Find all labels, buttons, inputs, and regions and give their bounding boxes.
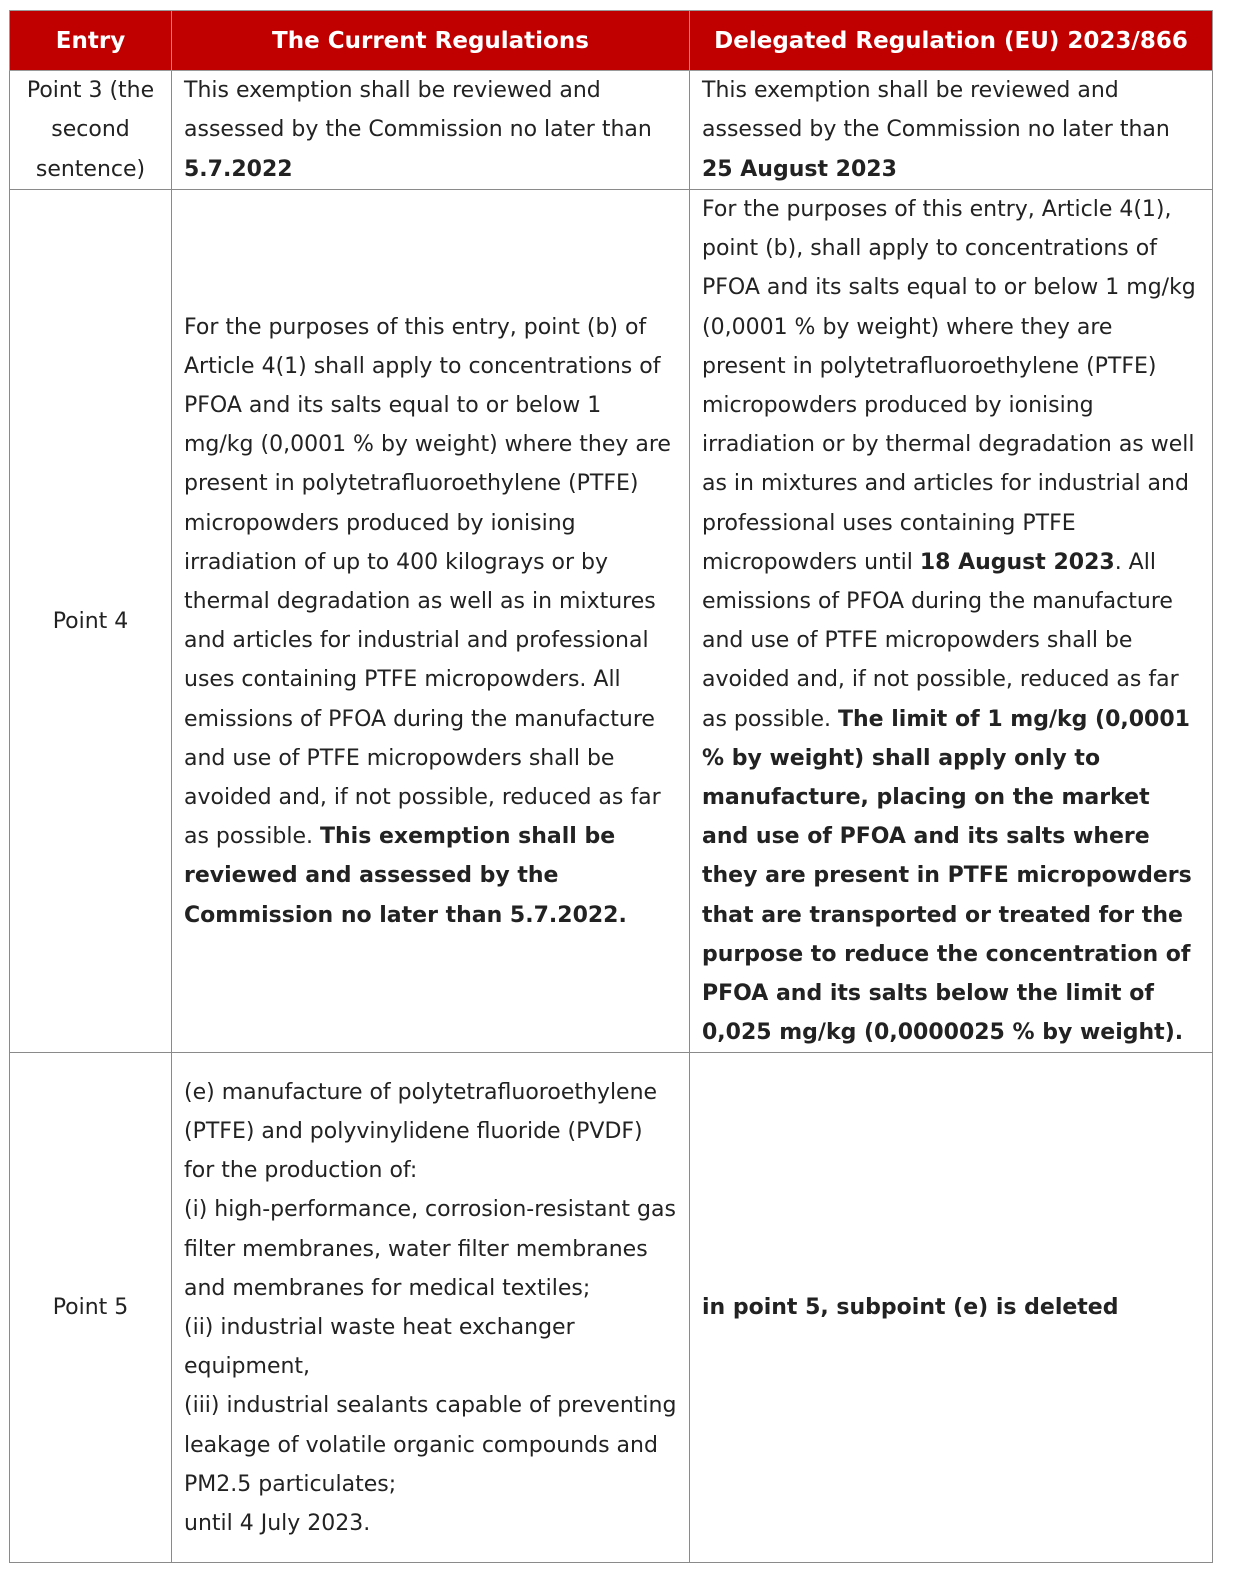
header-current-regulations: The Current Regulations xyxy=(172,11,690,71)
header-row xyxy=(10,11,1213,71)
regulation-bold-text: This exemption shall be reviewed and assessed by the Commission no later than 5.7.2022. xyxy=(184,824,627,928)
entry-cell: Point 5 xyxy=(10,1053,172,1563)
header-delegated-regulation: Delegated Regulation (EU) 2023/866 xyxy=(690,11,1213,71)
regulation-text: This exemption shall be reviewed and assessed by the Commission no later than xyxy=(184,78,652,143)
current-regulation-cell xyxy=(172,71,690,190)
table-row-point-5 xyxy=(10,1053,1213,1563)
table-row-point-4 xyxy=(10,190,1213,1053)
regulation-text: This exemption shall be reviewed and assessed by the Commission no later than xyxy=(702,78,1170,143)
regulation-text: For the purposes of this entry, point (b) of Article 4(1) shall apply to concentrations of PFOA and its salts equal to or below 1 mg/kg (0,0001 % by weight) where they are present in polytetrafluoroethylene (PTFE) micropowders produced by ionising irradiation of up to 400 kilograys or by thermal degradation as well as in mixtures and articles for industrial and professional uses containing PTFE micropowders. All emissions of PFOA during the manufacture and use of PTFE micropowders shall be avoided and, if not possible, reduced as far as possible. xyxy=(184,314,671,850)
delegated-regulation-cell xyxy=(690,1053,1213,1563)
regulation-line: (ii) industrial waste heat exchanger equipment, xyxy=(184,1314,575,1380)
regulation-line: until 4 July 2023. xyxy=(184,1510,371,1536)
regulation-bold-text: The limit of 1 mg/kg (0,0001 % by weight) shall apply only to manufacture, placing on the market and use of PFOA and its salts where they are present in PTFE micropowders that are transported or treated for the purpose to reduce the concentration of PFOA and its salts below the limit of 0,025 mg/kg (0,0000025 % by weight). xyxy=(702,706,1192,1046)
regulation-text: . All emissions of PFOA during the manufacture and use of PTFE micropowders shall be avoided and, if not possible, reduced as far as possible. xyxy=(702,549,1179,732)
delegated-regulation-cell xyxy=(690,71,1213,190)
regulation-text: For the purposes of this entry, Article 4(1), point (b), shall apply to concentrations of PFOA and its salts equal to or below 1 mg/kg (0,0001 % by weight) where they are present in polytetrafluoroethylene (PTFE) micropowders produced by ionising irradiation or by thermal degradation as well as in mixtures and articles for industrial and professional uses containing PTFE micropowders until xyxy=(702,197,1196,575)
current-regulation-cell xyxy=(172,1053,690,1563)
regulation-comparison xyxy=(9,10,1212,1563)
delegated-regulation-cell xyxy=(690,190,1213,1053)
current-regulation-cell xyxy=(172,190,690,1053)
table-row-point-3 xyxy=(10,71,1213,190)
regulation-date: 5.7.2022 xyxy=(184,156,293,182)
regulation-date: 25 August 2023 xyxy=(702,156,897,182)
regulation-line: (i) high-performance, corrosion-resistant gas filter membranes, water filter membranes and membranes for medical textiles; xyxy=(184,1197,676,1301)
regulation-line: (iii) industrial sealants capable of preventing leakage of volatile organic compounds and PM2.5 particulates; xyxy=(184,1393,677,1497)
entry-cell: Point 3 (the second sentence) xyxy=(10,71,172,190)
entry-cell: Point 4 xyxy=(10,190,172,1053)
regulation-bold-text: in point 5, subpoint (e) is deleted xyxy=(702,1295,1119,1321)
regulation-date: 18 August 2023 xyxy=(919,549,1115,575)
regulation-line: (e) manufacture of polytetrafluoroethylene (PTFE) and polyvinylidene fluoride (PVDF) for the production of: xyxy=(184,1079,658,1184)
comparison-table xyxy=(9,10,1213,1563)
header-entry: Entry xyxy=(10,11,172,71)
